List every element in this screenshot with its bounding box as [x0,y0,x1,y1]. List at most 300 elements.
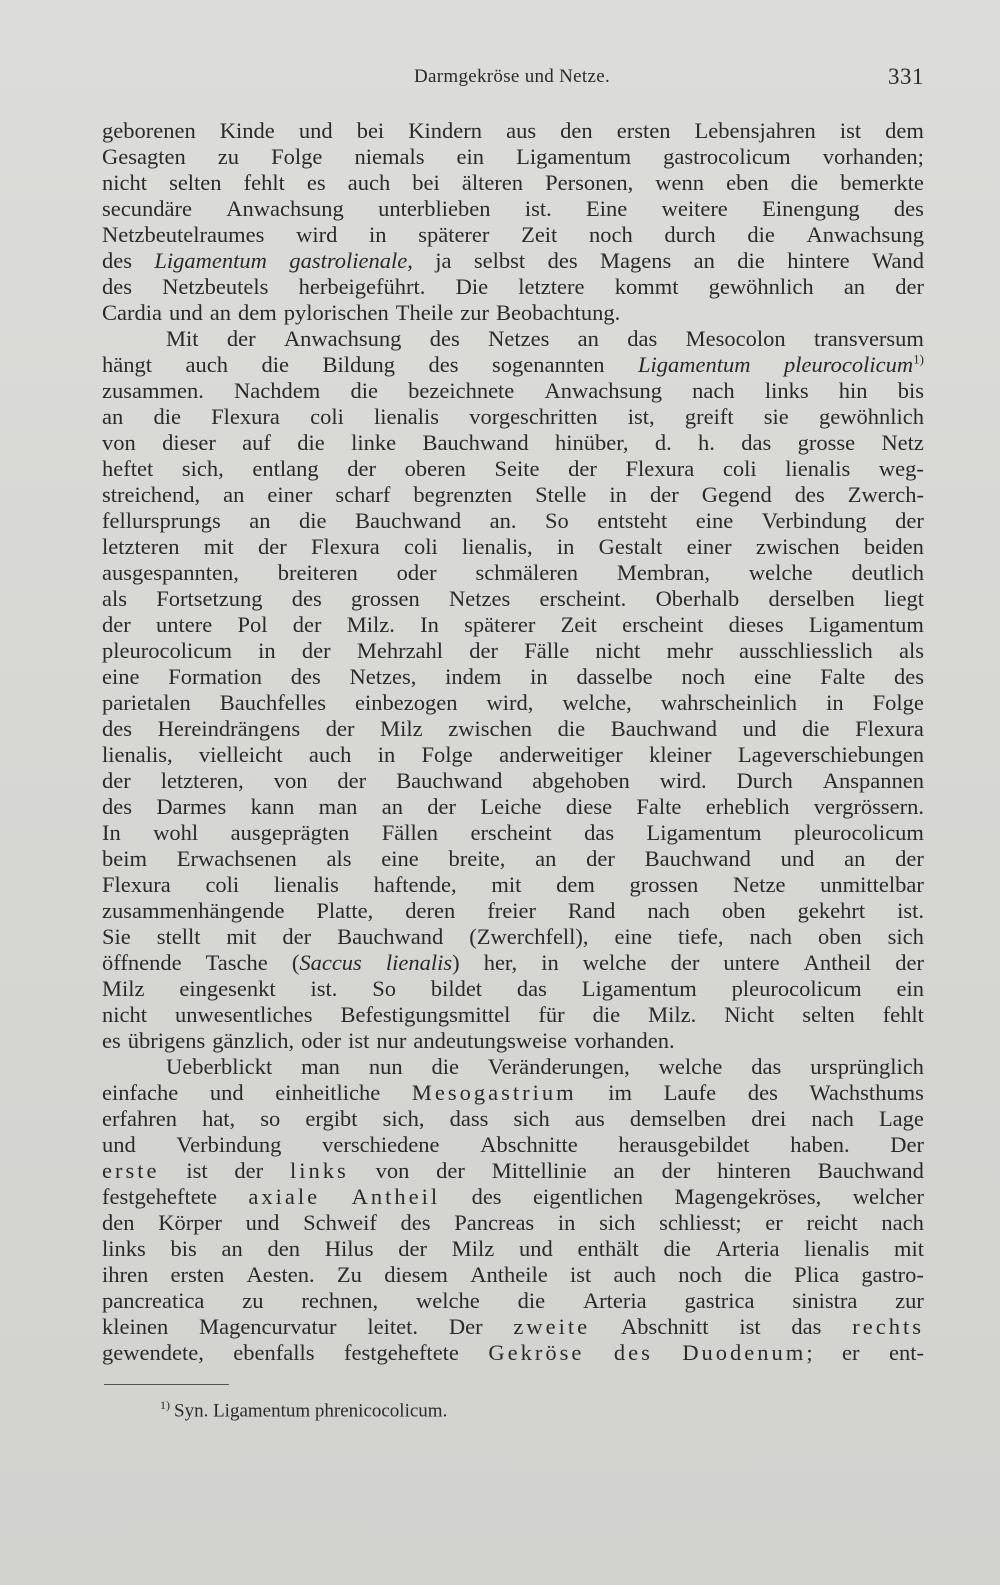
word: sie [763,404,789,429]
word: schmäleren [475,560,578,585]
word: Flexura [211,404,280,429]
word: herausgebildet [618,1132,750,1157]
word: Plica [794,1262,840,1287]
word: erheblich [705,794,790,819]
word: Seite [494,456,540,481]
word: zur [895,1288,924,1313]
word: Durch [736,768,793,793]
word: als [326,846,352,871]
word: an [613,1158,635,1183]
text-line [102,638,924,664]
word: geborenen [102,118,196,143]
text-line [102,456,924,482]
word: an [381,794,403,819]
text-line [102,378,924,404]
word: und [168,300,203,325]
word: bildet [430,976,483,1001]
word: späterer [464,612,536,637]
word: und [209,1080,244,1105]
word: lienalis [374,404,440,429]
word: Anspannen [822,768,924,793]
word: die [592,1002,621,1027]
text-line [102,586,924,612]
text-line [102,300,924,326]
text-line [102,1288,924,1314]
word: vorgeschritten [469,404,598,429]
text-line [102,1002,924,1028]
word: Bauchwand [644,846,751,871]
word: der [895,950,924,975]
word: mit [893,1236,924,1261]
text-line [102,742,924,768]
word: die [153,404,181,429]
word: ist [569,1262,592,1287]
word: mit [491,872,522,897]
word: Bauchwand [610,716,717,741]
word: ist [739,1314,761,1339]
text-line [102,222,924,248]
word: ist. [524,196,552,221]
word: welche [658,1054,723,1079]
word: er [765,1210,783,1235]
word: und [298,118,333,143]
word: gastrolienale, [289,248,413,273]
text-line [102,1340,924,1366]
word: die [350,378,378,403]
word: gewöhnlich [708,274,814,299]
word: zusammen. [102,378,204,403]
word: oder [301,1028,342,1053]
word: Falte [636,794,682,819]
word: den [267,1236,301,1261]
word: Ueberblickt [166,1054,273,1079]
footnote-mark: 1) [160,1398,170,1412]
word: gastrica [684,1288,755,1313]
word: in [258,638,276,663]
word: einer [267,482,313,507]
running-title: Darmgekröse und Netze. [414,66,610,87]
word: erste [102,1158,160,1183]
word: pleurocolicum$^{1)}$ [783,351,924,377]
word: entsteht [597,508,668,533]
word: erscheint. [539,586,627,611]
text-line [102,794,924,820]
word: kleiner [649,742,712,767]
word: das [584,820,615,845]
word: coli [404,534,438,559]
word: In [420,612,439,637]
word: Beobachtung. [495,300,621,325]
word: Bauchwand [817,1158,924,1183]
word: nicht [595,638,641,663]
word: Eine [586,196,628,221]
word: in [530,664,548,689]
word: als [102,586,127,611]
word: noch [588,222,633,247]
word: Gesagten [102,144,186,169]
word: Befestigungsmittel [340,1002,511,1027]
word: diesem [384,1262,448,1287]
word: des [893,664,924,689]
word: älteren [461,170,524,195]
word: secundäre [102,196,192,221]
word: entlang [252,456,319,481]
text-line [102,482,924,508]
word: Personen, [545,170,634,195]
word: auch [308,742,352,767]
word: eine [381,846,419,871]
word: für [538,1002,565,1027]
word: Bauchwand [396,768,503,793]
word: kleinen [102,1314,169,1339]
word: transversum [813,326,924,351]
word: Magengekröses, [674,1184,822,1209]
word: des [747,1080,778,1105]
word: der [436,1158,465,1183]
word: Milz [380,716,423,741]
word: einfache [102,1080,179,1105]
word: der [895,274,924,299]
word: Lage [878,1106,924,1131]
word: Netzes, [349,664,417,689]
text-line [102,352,924,378]
word: welche, [562,690,632,715]
word: Wachsthums [809,1080,924,1105]
word: haftende, [373,872,457,897]
word: Mit [166,326,199,351]
word: stellt [156,924,201,949]
word: ersten [170,1262,225,1287]
word: nun [368,1054,403,1079]
word: Stelle [535,482,587,507]
word: sich [887,924,924,949]
word: Netzes [449,586,511,611]
word: reicht [806,1210,858,1235]
word: Bauchfelles [219,690,326,715]
word: verschiedene [322,1132,440,1157]
word: Kindern [408,118,482,143]
word: festgeheftete [343,1340,459,1365]
text-line [102,846,924,872]
word: und [245,1210,280,1235]
word: von [102,430,136,455]
word: vorhanden. [574,1028,675,1053]
word: als [898,638,924,663]
word: an [209,300,231,325]
word: tiefe, [677,924,724,949]
word: festgeheftete [102,1184,217,1209]
word: in [609,482,627,507]
word: Anwachsung [544,378,662,403]
word: der [398,1236,428,1261]
word: der [469,638,498,663]
word: der [226,326,256,351]
word: die [431,1054,459,1079]
word: der [670,950,700,975]
word: der [234,1158,264,1183]
word: Antheil [351,1184,441,1209]
word: auch [347,170,391,195]
word: nach [692,378,735,403]
word: des [102,274,132,299]
word: sogenannten [492,352,605,377]
word: rechts [852,1314,924,1339]
word: grossen [629,872,699,897]
text-line [102,196,924,222]
word: greift [684,404,734,429]
word: coli [310,404,344,429]
word: ist [348,1028,370,1053]
word: eigentlichen [533,1184,643,1209]
word: des [429,326,460,351]
word: Netz [881,430,924,455]
word: pylorischen [283,300,389,325]
word: Milz [102,976,145,1001]
word: des [291,586,322,611]
word: links [289,1158,349,1183]
word: (Zwerchfell), [469,924,589,949]
word: Mehrzahl [356,638,444,663]
word: Sie [102,924,131,949]
word: anderweitiger [499,742,623,767]
word: welche [416,1288,480,1313]
word: d. [654,430,672,455]
word: pleurocolicum [731,976,862,1001]
text-line [102,1106,924,1132]
word: bezeichnete [408,378,515,403]
word: Lebensjahren [694,118,816,143]
word: zu [242,1288,264,1313]
word: Bauchwand [354,508,462,533]
word: Aesten. [246,1262,315,1287]
word: So [545,508,569,533]
word: einer [686,534,732,559]
word: zu [217,144,240,169]
word: Magens [599,248,672,273]
word: Netze [733,872,786,897]
word: oder [396,560,437,585]
word: Nicht [724,1002,775,1027]
text-line [102,898,924,924]
word: Hereindrängens [157,716,301,741]
word: rechnen, [301,1288,379,1313]
word: sich [599,1210,636,1235]
word: wird, [486,690,534,715]
word: die [261,352,289,377]
word: Zu [336,1262,362,1287]
word: kommt [614,274,679,299]
word: sich, [181,456,224,481]
word: eine [102,664,140,689]
word: ausschliesslich [739,638,873,663]
text-line [102,118,924,144]
text-line [102,508,924,534]
word: Ligamentum [154,248,267,273]
word: der [568,456,597,481]
word: noch [678,1262,723,1287]
word: unterblieben [378,196,491,221]
text-line [102,1028,924,1054]
word: axiale [248,1184,321,1209]
footnote-text: Syn. Ligamentum phrenicocolicum. [174,1400,448,1422]
word: dem [556,872,595,897]
word: bis [897,378,924,403]
word: Erwachsenen [176,846,297,871]
word: Zeit [521,222,558,247]
word: Folge [872,690,924,715]
word: das [627,326,658,351]
word: in [369,222,387,247]
word: Der [890,1132,924,1157]
text-line [102,534,924,560]
word: hintere [787,248,850,273]
text-line [102,1262,924,1288]
word: Falte [820,664,866,689]
word: an [249,508,271,533]
word: sich [513,1106,550,1131]
word: des [893,196,924,221]
word: nach [881,1210,924,1235]
word: Netzbeutels [162,274,269,299]
word: fehlt [882,1002,924,1027]
word: gekehrt [797,898,866,923]
word: Kinde [219,118,275,143]
word: aus [506,118,537,143]
text-line [102,690,924,716]
word: ist. [897,898,924,923]
word: heftet [102,456,154,481]
word: breite, [448,846,506,871]
word: erscheint [470,820,552,845]
word: parietalen [102,690,191,715]
word: des [102,248,132,273]
word: Platte, [316,898,374,923]
word: wohl [153,820,199,845]
text-line [102,1236,924,1262]
word: gewendete, [102,1340,204,1365]
word: ein [896,976,924,1001]
word: zwischen [448,716,532,741]
word: auch [185,352,228,377]
word: des [290,664,321,689]
text-line [102,1080,924,1106]
word: welcher [852,1184,924,1209]
word: coli [205,872,240,897]
word: vergrössern. [813,794,924,819]
word: lienalis, [102,742,173,767]
word: nach [811,1106,854,1131]
word: Fortsetzung [156,586,263,611]
word: die [737,248,765,273]
word: Ligamentum [808,612,924,637]
word: der [586,846,615,871]
word: Darmes [156,794,227,819]
word: bei [412,170,440,195]
word: Einengung [762,196,860,221]
word: Anwachsung [226,196,344,221]
word: Anwachsung [283,326,402,351]
word: nach [749,924,792,949]
word: Flexura [625,456,695,481]
word: er [842,1340,860,1365]
word: an [102,404,124,429]
text-line [102,976,924,1002]
word: der [292,612,322,637]
word: erscheint [622,612,704,637]
word: Formation [168,664,262,689]
word: Milz [451,1236,495,1261]
word: und [780,846,815,871]
word: des [400,1210,431,1235]
word: demselben [629,1106,727,1131]
word: Hilus [324,1236,374,1261]
word: Bauchwand [422,430,529,455]
word: es [102,1028,121,1053]
word: Mesocolon [685,326,786,351]
word: übrigens [127,1028,206,1053]
word: in [541,950,559,975]
text-line [102,560,924,586]
text-line [102,274,924,300]
word: der [102,768,131,793]
word: an [844,846,866,871]
word: mehr [666,638,713,663]
word: Leiche [480,794,542,819]
word: das [751,1054,782,1079]
word: unmittelbar [820,872,924,897]
word: ist [839,118,862,143]
text-line [102,820,924,846]
word: dem [885,118,924,143]
word: sich, [382,1106,425,1131]
word: Flexura [855,716,924,741]
word: an. [489,508,517,533]
word: Die [455,274,489,299]
word: In [102,820,121,845]
word: Flexura [102,872,171,897]
word: die [744,1262,772,1287]
word: ja [435,248,452,273]
word: Zwerch- [847,482,924,507]
word: beim [102,846,147,871]
word: freier [487,898,536,923]
word: im [608,1080,633,1105]
word: ausgeprägten [230,820,350,845]
word: weg- [878,456,924,481]
word: an [577,326,599,351]
word: enthält [577,1236,639,1261]
word: letztere [518,274,585,299]
word: ergibt [305,1106,358,1131]
word: die [298,508,327,533]
word: Mesogastrium [411,1080,577,1105]
word: ursprünglich [810,1054,924,1079]
text-line [102,924,924,950]
word: selten [802,1002,855,1027]
word: liegt [884,586,924,611]
word: deutlich [851,560,924,585]
word: späterer [418,222,490,247]
word: Arteria [582,1288,647,1313]
word: ein [456,144,485,169]
word: hin [838,378,868,403]
word: das [516,976,547,1001]
word: in [557,1210,576,1235]
word: einbezogen [355,690,458,715]
word: nach [647,898,690,923]
word: ist. [310,976,338,1001]
word: Gekröse [488,1340,585,1365]
